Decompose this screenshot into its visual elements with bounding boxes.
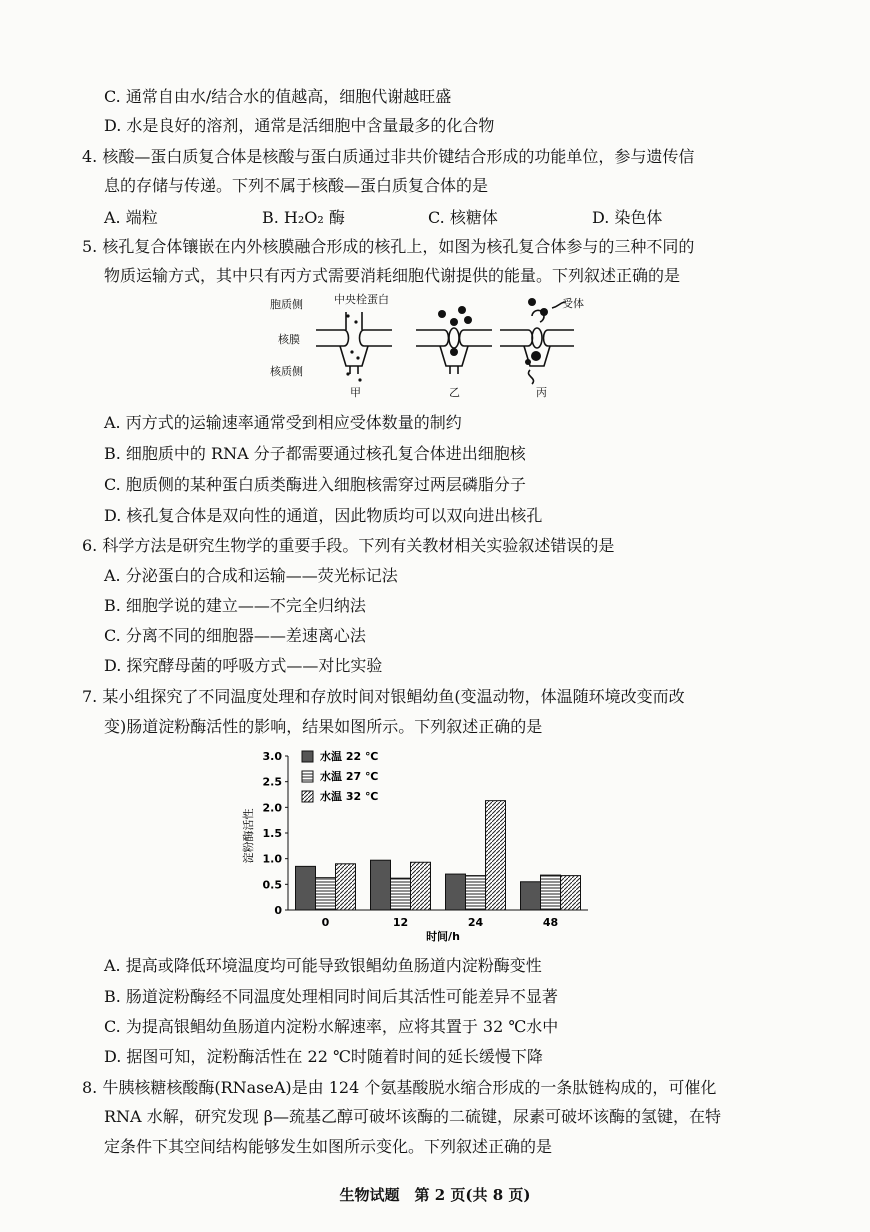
bar-48h-series-2 [541,875,561,910]
q4-stem-line1: 4. 核酸—蛋白质复合体是核酸与蛋白质通过非共价键结合形成的功能单位，参与遗传信 [82,147,695,166]
bar-48h-series-1 [521,882,541,910]
q5-stem-line1: 5. 核孔复合体镶嵌在内外核膜融合形成的核孔上，如图为核孔复合体参与的三种不同的 [82,237,695,256]
bar-12h-series-1 [371,860,391,910]
legend-label: 水温 27 ℃ [320,770,379,783]
bar-0h-series-3 [336,864,356,910]
y-tick-label: 2.5 [262,775,282,789]
x-tick-label: 24 [467,916,484,929]
y-tick-label: 2.0 [262,801,282,815]
label-bing: 丙 [536,386,547,399]
q8-stem-line2: RNA 水解，研究发现 β—巯基乙醇可破坏该酶的二硫键，尿素可破坏该酶的氢键，在特 [104,1107,722,1126]
q8-stem-line3: 定条件下其空间结构能够发生如图所示变化。下列叙述正确的是 [104,1137,553,1156]
bar-0h-series-1 [296,866,316,910]
q7-option-d: D. 据图可知，淀粉酶活性在 22 ℃时随着时间的延长缓慢下降 [104,1047,543,1066]
q5-option-a: A. 丙方式的运输速率通常受到相应受体数量的制约 [104,413,462,432]
chart-legend [302,749,378,803]
q6-option-d: D. 探究酵母菌的呼吸方式——对比实验 [104,656,383,675]
amylase-activity-chart [240,746,600,946]
q6-option-a: A. 分泌蛋白的合成和运输——荧光标记法 [104,566,398,585]
label-cytoplasm-side: 胞质侧 [270,298,303,311]
nuclear-pore-diagram [268,292,608,404]
label-central-plug: 中央栓蛋白 [334,293,389,306]
q7-option-c: C. 为提高银鲳幼鱼肠道内淀粉水解速率，应将其置于 32 ℃水中 [104,1017,559,1036]
legend-swatch [302,751,313,762]
label-jia: 甲 [350,386,361,399]
label-yi: 乙 [449,386,460,399]
q4-option-a: A. 端粒 [104,208,158,227]
x-tick-label: 48 [542,916,559,929]
legend-label: 水温 32 ℃ [320,790,379,803]
legend-swatch [302,791,313,802]
page-footer: 生物试题 第 2 页(共 8 页) [339,1186,531,1204]
bar-24h-series-1 [446,874,466,910]
bar-24h-series-2 [466,876,486,910]
q4-option-b: B. H₂O₂ 酶 [262,208,345,227]
y-tick-label: 3.0 [262,750,282,763]
q6-option-c: C. 分离不同的细胞器——差速离心法 [104,626,366,645]
bar-48h-series-3 [561,876,581,910]
q5-option-d: D. 核孔复合体是双向性的通道，因此物质均可以双向进出核孔 [104,506,543,525]
y-tick-label: 0 [274,904,282,917]
q8-stem-line1: 8. 牛胰核糖核酸酶(RNaseA)是由 124 个氨基酸脱水缩合形成的一条肽链构成的，可催化 [82,1078,717,1097]
bar-24h-series-3 [486,801,506,910]
y-axis-label: 淀粉酶活性 [242,808,255,864]
legend-swatch [302,771,313,782]
pore-bing [500,302,574,384]
q4-option-d: D. 染色体 [592,208,663,227]
q7-option-a: A. 提高或降低环境温度均可能导致银鲳幼鱼肠道内淀粉酶变性 [104,956,542,975]
bar-0h-series-2 [316,878,336,910]
y-tick-label: 1.0 [262,852,282,866]
bar-12h-series-2 [391,878,411,910]
q7-option-b: B. 肠道淀粉酶经不同温度处理相同时间后其活性可能差异不显著 [104,987,558,1006]
q7-stem-line1: 7. 某小组探究了不同温度处理和存放时间对银鲳幼鱼(变温动物，体温随环境改变而改 [82,687,685,706]
q3-option-c: C. 通常自由水/结合水的值越高，细胞代谢越旺盛 [104,87,452,106]
legend-label: 水温 22 ℃ [320,750,379,763]
q5-stem-line2: 物质运输方式，其中只有丙方式需要消耗细胞代谢提供的能量。下列叙述正确的是 [104,266,681,285]
bar-12h-series-3 [411,862,431,910]
q4-option-c: C. 核糖体 [428,208,498,227]
q5-option-b: B. 细胞质中的 RNA 分子都需要通过核孔复合体进出细胞核 [104,444,526,463]
q4-stem-line2: 息的存储与传递。下列不属于核酸—蛋白质复合体的是 [104,176,489,195]
label-nuclear-membrane: 核膜 [278,333,300,346]
q6-option-b: B. 细胞学说的建立——不完全归纳法 [104,596,366,615]
x-axis-label: 时间/h [426,930,460,943]
q6-stem: 6. 科学方法是研究生物学的重要手段。下列有关教材相关实验叙述错误的是 [82,536,615,555]
q3-option-d: D. 水是良好的溶剂，通常是活细胞中含量最多的化合物 [104,116,495,135]
q5-option-c: C. 胞质侧的某种蛋白质类酶进入细胞核需穿过两层磷脂分子 [104,475,526,494]
label-nucleoplasm-side: 核质侧 [270,365,303,378]
q7-stem-line2: 变)肠道淀粉酶活性的影响，结果如图所示。下列叙述正确的是 [104,717,543,736]
pore-jia [316,312,392,374]
label-receptor: 受体 [562,297,584,310]
x-tick-label: 0 [321,916,330,929]
y-tick-label: 1.5 [262,827,282,840]
y-tick-label: 0.5 [262,878,282,892]
x-tick-label: 12 [392,916,409,929]
